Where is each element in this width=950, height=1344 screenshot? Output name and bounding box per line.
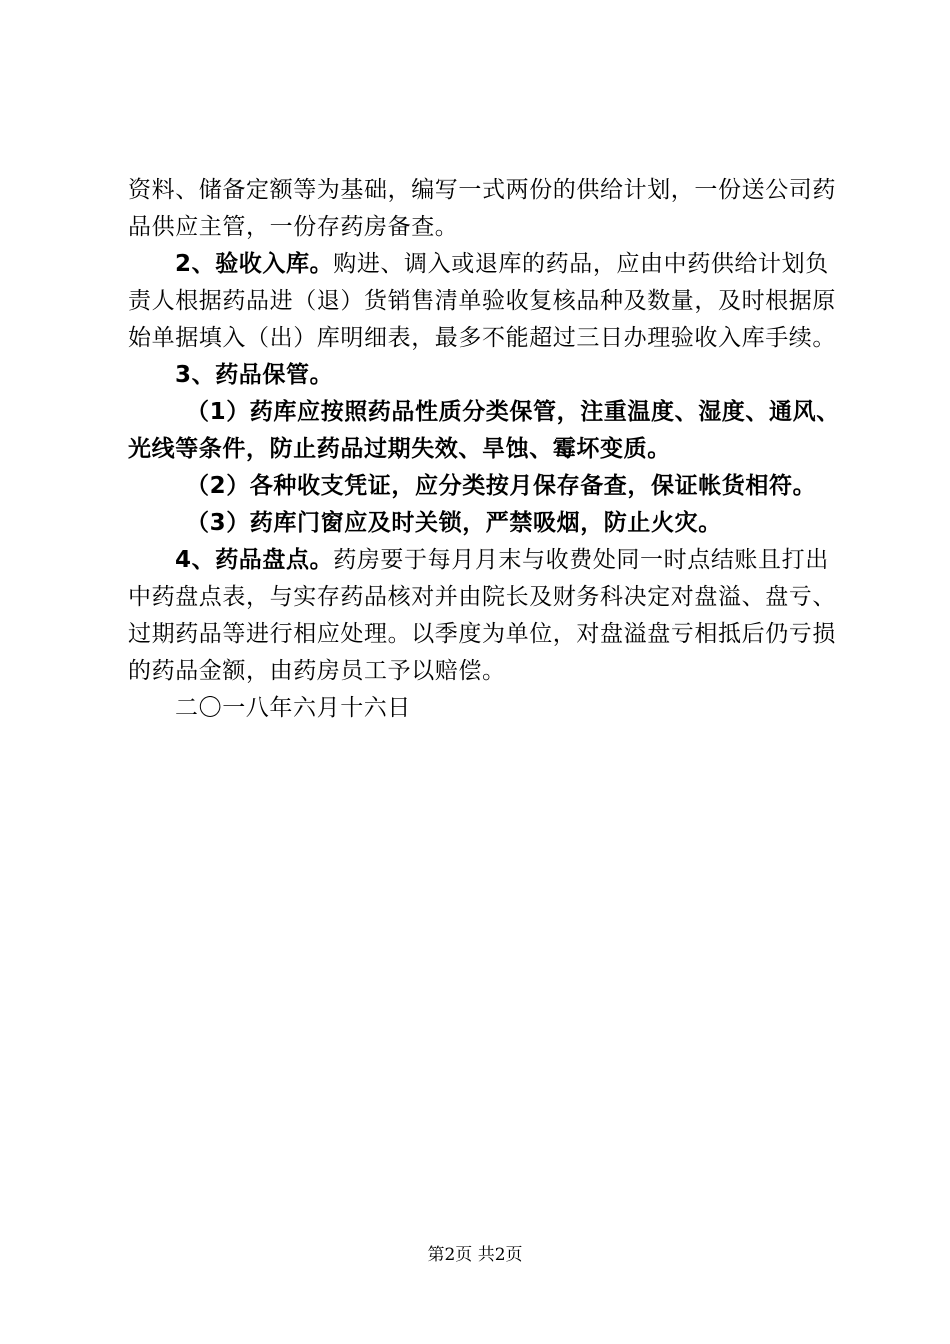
paragraph-text: 药房要于每月月末与收费处同一时点结账且打出中药盘点表，与实存药品核对并由院长及财务科决定对盘溢、盘亏、过期药品等进行相应处理。以季度为单位，对盘溢盘亏相抵后仍亏损的药品金额，由药房员工予以赔偿。 — [128, 547, 836, 684]
paragraph-text: 购进、调入或退库的药品，应由中药供给计划负责人根据药品进（退）货销售清单验收复核品种及数量，及时根据原始单据填入（出）库明细表，最多不能超过三日办理验收入库手续。 — [128, 251, 836, 351]
page-footer — [0, 1240, 950, 1265]
paragraph-acceptance — [128, 246, 840, 357]
paragraph-plan-continuation — [128, 172, 840, 246]
document-body — [128, 172, 840, 727]
paragraph-text: 资料、储备定额等为基础，编写一式两份的供给计划，一份送公司药品供应主管，一份存药房备查。 — [128, 177, 836, 240]
list-item-storage-3: （3）药库门窗应及时关锁，严禁吸烟，防止火灾。 — [186, 510, 722, 536]
page-number-label: 第2页 共2页 — [427, 1245, 523, 1265]
paragraph-date — [128, 690, 840, 727]
section-heading-inventory: 4、药品盘点。 — [175, 547, 334, 573]
paragraph-storage-item-3 — [128, 505, 840, 542]
paragraph-storage-item-2 — [128, 468, 840, 505]
list-item-storage-2: （2）各种收支凭证，应分类按月保存备查，保证帐货相符。 — [186, 473, 817, 499]
section-heading-storage: 3、药品保管。 — [175, 362, 334, 388]
list-item-storage-1: （1）药库应按照药品性质分类保管，注重温度、湿度、通风、光线等条件，防止药品过期失效、旱蚀、霉坏变质。 — [128, 399, 840, 462]
paragraph-storage-item-1 — [128, 394, 840, 468]
paragraph-inventory — [128, 542, 840, 690]
document-date: 二〇一八年六月十六日 — [175, 695, 411, 721]
paragraph-storage — [128, 357, 840, 394]
section-heading-acceptance: 2、验收入库。 — [175, 251, 334, 277]
